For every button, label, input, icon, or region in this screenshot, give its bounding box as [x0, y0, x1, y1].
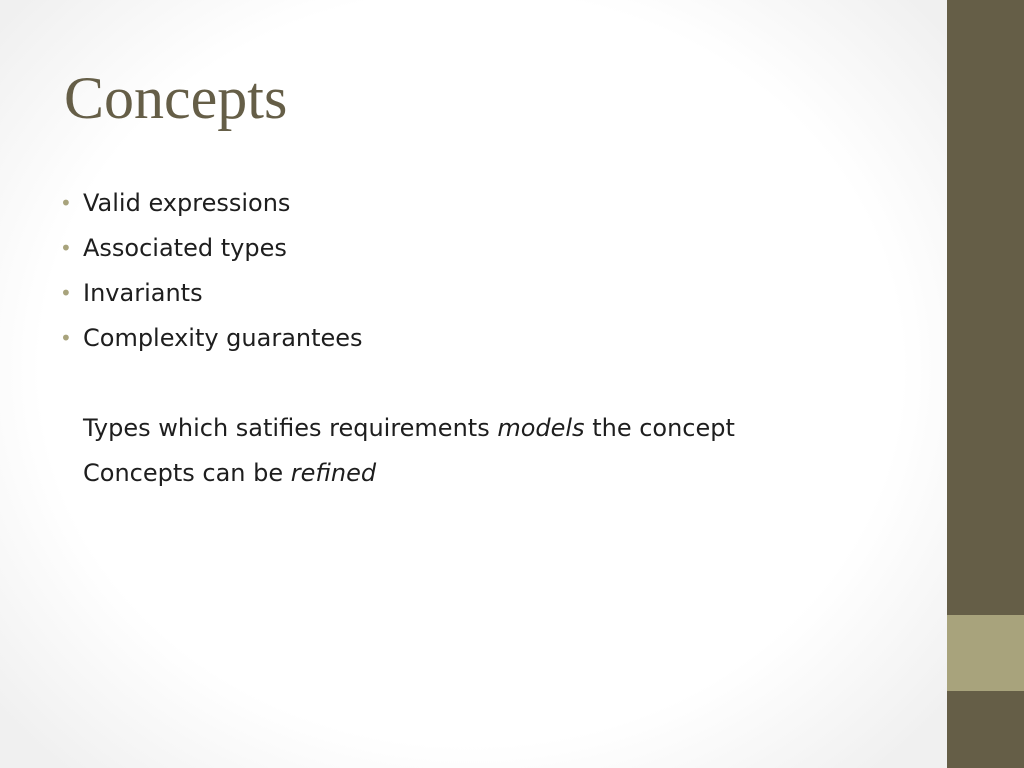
- bullet-item: [60, 226, 363, 271]
- bullet-text: Complexity guarantees: [83, 324, 363, 352]
- bullet-text: Invariants: [83, 279, 203, 307]
- bullet-item: [60, 271, 363, 316]
- bullet-dot-icon: •: [60, 326, 72, 350]
- models-sentence-start: Types which satifies requirements: [83, 414, 498, 442]
- bullet-list: [60, 181, 363, 361]
- bullet-item: [60, 181, 363, 226]
- models-emphasis: models: [497, 414, 585, 442]
- bullet-text: Associated types: [83, 234, 287, 262]
- models-sentence: [83, 406, 735, 451]
- bullet-dot-icon: •: [60, 191, 72, 215]
- models-sentence-end: the concept: [584, 414, 735, 442]
- body-text: [83, 406, 735, 496]
- bullet-text: Valid expressions: [83, 189, 291, 217]
- bullet-dot-icon: •: [60, 236, 72, 260]
- bullet-item: [60, 316, 363, 361]
- refined-sentence: [83, 451, 735, 496]
- sidebar-accent-block: [947, 615, 1024, 691]
- slide-title: Concepts: [64, 65, 288, 131]
- bullet-dot-icon: •: [60, 281, 72, 305]
- refined-sentence-start: Concepts can be: [83, 459, 291, 487]
- refined-emphasis: refined: [290, 459, 377, 487]
